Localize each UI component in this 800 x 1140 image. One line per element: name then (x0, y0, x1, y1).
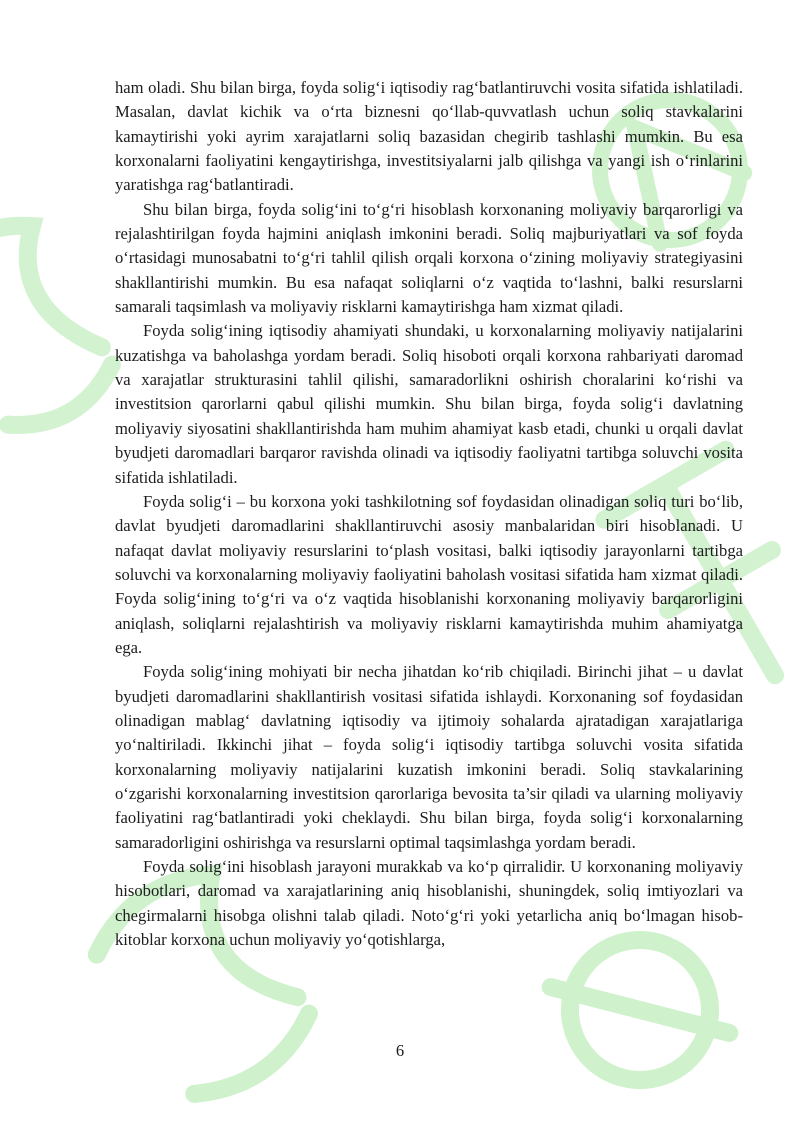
page-number: 6 (395, 1041, 405, 1060)
paragraph-4: Foyda solig‘i – bu korxona yoki tashkilotning sof foydasidan olinadigan soliq turi bo‘lib, davlat byudjeti daromadlarini shakllantiruvchi asosiy manbalaridan biri hisoblanadi. U nafaqat davlat moliyaviy resurslarini to‘plash vositasi, balki iqtisodiy jarayonlarni tartibga soluvchi va korxonalarning moliyaviy faoliyatini baholash vositasi sifatida ham xizmat qiladi. Foyda solig‘ining to‘g‘ri va o‘z vaqtida hisoblanishi korxonaning moliyaviy barqarorligini aniqlash, soliqlarni rejalashtirish va moliyaviy risklarni kamaytirishda muhim ahamiyatga ega. (115, 491, 743, 657)
paragraph-5: Foyda solig‘ining mohiyati bir necha jihatdan ko‘rib chiqiladi. Birinchi jihat – u davlat byudjeti daromadlarini shakllantirish vositasi sifatida ishlaydi. Korxonaning sof foydasidan olinadigan mablag‘ davlatning iqtisodiy va ijtimoiy sohalarda ajratadigan xarajatlariga yo‘naltiriladi. Ikkinchi jihat – foyda solig‘i iqtisodiy tartibga soluvchi vosita sifatida korxonalarning moliyaviy natijalarini kuzatish imkonini beradi. Soliq stavkalarining o‘zgarishi korxonalarning investitsion qarorlariga bevosita ta’sir qiladi va ularning moliyaviy faoliyatini rag‘batlantiradi yoki cheklaydi. Shu bilan birga, foyda solig‘i korxonalarning samaradorligini oshirishga va resurslarni optimal taqsimlashga yordam beradi. (115, 662, 743, 852)
paragraph-3: Foyda solig‘ining iqtisodiy ahamiyati shundaki, u korxonalarning moliyaviy natijalarini kuzatishga va baholashga yordam beradi. Soliq hisoboti orqali korxona rahbariyati daromad va xarajatlar strukturasini tahlil qilishi, samaradorlikni oshirish choralarini ko‘rishi va investitsion qarorlarni qabul qilishi mumkin. Shu bilan birga, foyda solig‘i davlatning moliyaviy siyosatini shakllantirishda ham muhim ahamiyat kasb etadi, chunki u orqali davlat byudjeti daromadlari barqaror ravishda olinadi va iqtisodiy faoliyatni tartibga soluvchi vosita sifatida ishlatiladi. (115, 321, 743, 487)
paragraph-6: Foyda solig‘ini hisoblash jarayoni murakkab va ko‘p qirralidir. U korxonaning moliyaviy hisobotlari, daromad va xarajatlarining aniq hisoblanishi, shuningdek, soliq imtiyozlari va chegirmalarni hisobga olishni talab qiladi. Noto‘g‘ri yoki yetarlicha aniq bo‘lmagan hisob-kitoblar korxona uchun moliyaviy yo‘qotishlarga, (115, 857, 743, 950)
paragraph-1: ham oladi. Shu bilan birga, foyda solig‘i iqtisodiy rag‘batlantiruvchi vosita sifatida ishlatiladi. Masalan, davlat kichik va o‘rta biznesni qo‘llab-quvvatlash uchun soliq stavkalarini kamaytirishi yoki ayrim xarajatlarni soliq bazasidan chegirib tashlashi mumkin. Bu esa korxonalarni faoliyatini kengaytirishga, investitsiyalarni jalb qilishga va yangi ish o‘rinlarini yaratishga rag‘batlantiradi. (115, 78, 743, 195)
page-body (115, 76, 743, 952)
paragraph-2: Shu bilan birga, foyda solig‘ini to‘g‘ri hisoblash korxonaning moliyaviy barqarorligi va rejalashtirilgan foyda hajmini aniqlash imkonini beradi. Soliq majburiyatlari va sof foyda o‘rtasidagi munosabatni to‘g‘ri tahlil qilish orqali korxona o‘zining moliyaviy strategiyasini shakllantirishi mumkin. Bu esa nafaqat soliqlarni o‘z vaqtida to‘lashni, balki resurslarni samarali taqsimlash va moliyaviy risklarni kamaytirishga ham xizmat qiladi. (115, 199, 743, 317)
